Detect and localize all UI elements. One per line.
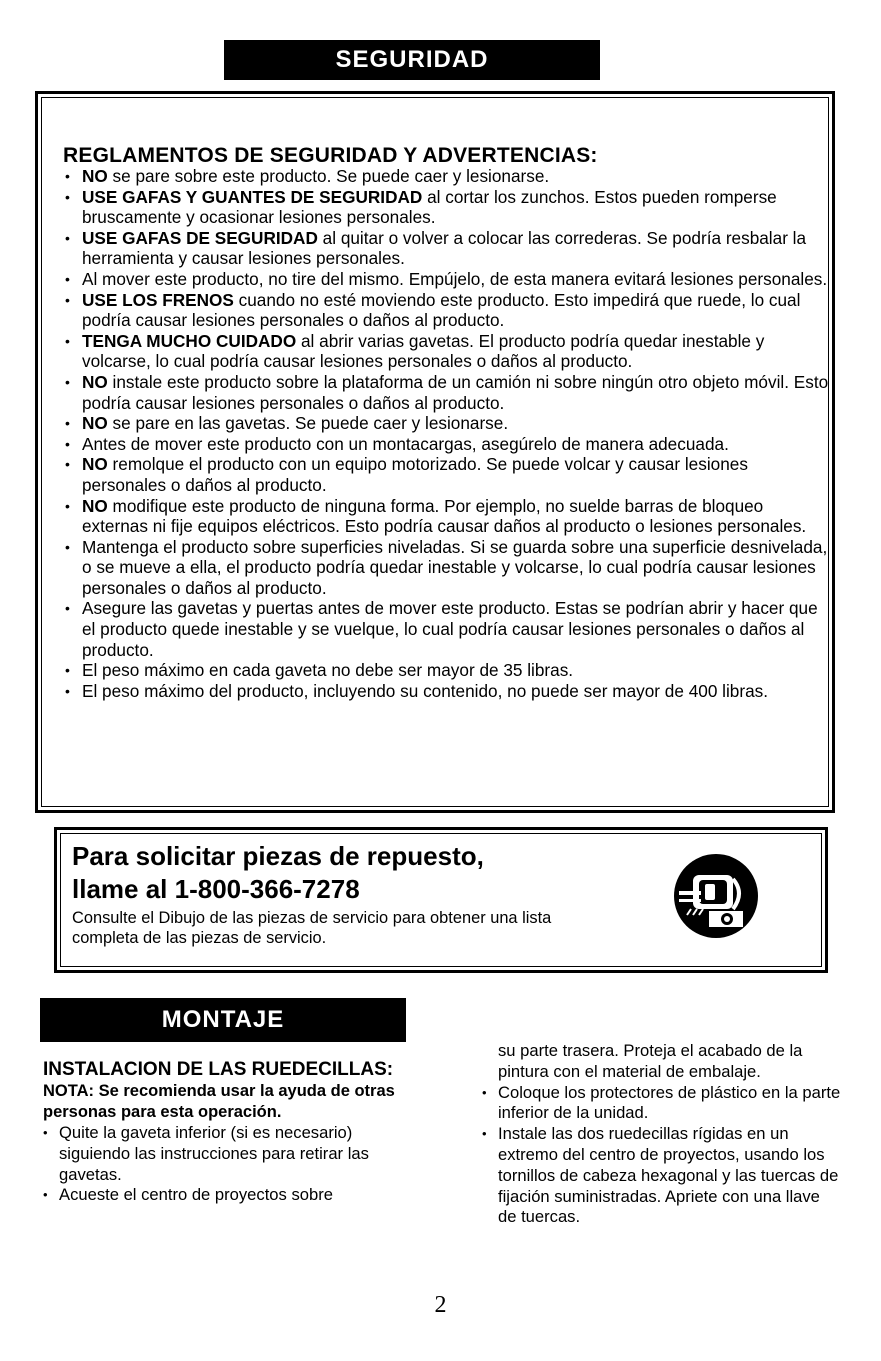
safety-item (63, 413, 833, 434)
safety-item (63, 269, 833, 290)
safety-item (63, 454, 833, 495)
safety-item (63, 496, 833, 537)
safety-item-emphasis: NO (82, 166, 108, 186)
safety-item-text: al cortar los zunchos. Estos pueden romperse bruscamente y ocasionar lesiones personales. (82, 186, 777, 228)
parts-description: Consulte el Dibujo de las piezas de servicio para obtener una lista completa de las piezas de servicio. (72, 909, 552, 947)
safety-item-emphasis: NO (82, 495, 108, 516)
parts-phone: llame al 1-800-366-7278 (72, 874, 360, 904)
safety-item (63, 166, 833, 187)
safety-item-text: al abrir varias gavetas. El producto podría quedar inestable y volcarse, lo cual podría causar lesiones personales o daños al producto. (82, 330, 765, 372)
assembly-note: NOTA: Se recomienda usar la ayuda de otras personas para esta operación. (43, 1082, 395, 1121)
assembly-left-column (43, 1058, 403, 1206)
safety-item-text: Asegure las gavetas y puertas antes de mover este producto. Estas se podrían abrir y hacer que el producto quede inestable y se vuelque, lo cual podría causar lesiones personales o daños al producto. (82, 598, 818, 660)
safety-item-text: se pare en las gavetas. Se puede caer y lesionarse. (107, 413, 509, 434)
safety-item (63, 331, 833, 372)
safety-item (63, 681, 833, 702)
install-heading: INSTALACION DE LAS RUEDECILLAS: (43, 1059, 394, 1080)
safety-item-text: instale este producto sobre la plataforma de un camión ni sobre ningún otro objeto móvil. Esto podría causar lesiones personales o daños al producto. (82, 371, 829, 413)
safety-item-text: remolque el producto con un equipo motorizado. Se puede volcar y causar lesiones personales o daños al producto. (82, 454, 748, 495)
safety-item-text: cuando no esté moviendo este producto. Esto impedirá que ruede, lo cual podría causar lesiones personales o daños al producto. (82, 289, 801, 331)
safety-item (63, 228, 833, 269)
step-continuation: su parte trasera. Proteja el acabado de la pintura con el material de embalaje. (498, 1041, 803, 1081)
phone-service-icon (673, 853, 759, 939)
safety-item (63, 537, 833, 599)
safety-item-text: Al mover este producto, no tire del mismo. Empújelo, de esta manera evitará lesiones personales. (82, 268, 828, 289)
safety-item (63, 598, 833, 660)
safety-title: REGLAMENTOS DE SEGURIDAD Y ADVERTENCIAS: (63, 144, 598, 167)
safety-item-emphasis: NO (82, 371, 108, 392)
safety-item (63, 434, 833, 455)
safety-item (63, 187, 833, 228)
safety-item (63, 372, 833, 413)
assembly-step: • Acueste el centro de proyectos sobre (43, 1185, 403, 1206)
assembly-step: • Instale las dos ruedecillas rígidas en un extremo del centro de proyectos, usando los tornillos de cabeza hexagonal y las tuercas de fijación suministradas. Apriete con una llave de tuercas. (482, 1124, 842, 1228)
page-number: 2 (434, 1292, 447, 1318)
safety-item-emphasis: TENGA MUCHO CUIDADO (82, 330, 297, 351)
assembly-right-column (482, 1041, 842, 1228)
seguridad-banner: SEGURIDAD (224, 40, 600, 80)
safety-item-emphasis: USE GAFAS DE SEGURIDAD (82, 227, 318, 248)
right-step-list (482, 1083, 842, 1229)
safety-item-emphasis: USE GAFAS Y GUANTES DE SEGURIDAD (82, 186, 423, 207)
safety-item-text: modifique este producto de ninguna forma. Por ejemplo, no suelde barras de bloqueo externas ni fije equipos eléctricos. Esto podría causar daños al producto o lesiones personales. (82, 495, 807, 537)
safety-item-emphasis: USE LOS FRENOS (82, 289, 234, 310)
safety-item-text: El peso máximo del producto, incluyendo su contenido, no puede ser mayor de 400 libras. (82, 680, 768, 701)
safety-item-text: El peso máximo en cada gaveta no debe ser mayor de 35 libras. (82, 660, 574, 681)
assembly-step: • Quite la gaveta inferior (si es necesario) siguiendo las instrucciones para retirar las gavetas. (43, 1123, 403, 1185)
safety-item (63, 660, 833, 681)
safety-item-text: al quitar o volver a colocar las correderas. Se podría resbalar la herramienta y causar lesiones personales. (82, 227, 807, 269)
safety-item-text: Antes de mover este producto con un montacargas, asegúrelo de manera adecuada. (82, 433, 729, 454)
safety-item-emphasis: NO (82, 413, 108, 434)
montaje-banner: MONTAJE (40, 998, 406, 1042)
left-step-list (43, 1123, 403, 1206)
safety-item-emphasis: NO (82, 454, 108, 475)
assembly-step: • Coloque los protectores de plástico en la parte inferior de la unidad. (482, 1083, 842, 1125)
safety-item-text: Mantenga el producto sobre superficies niveladas. Si se guarda sobre una superficie desnivelada, o se mueve a ella, el producto podría quedar inestable y volcarse, lo cual podría causar lesiones personales o daños al producto. (82, 536, 828, 598)
safety-list (63, 166, 833, 701)
safety-item-text: se pare sobre este producto. Se puede caer y lesionarse. (107, 166, 550, 186)
safety-item (63, 290, 833, 331)
parts-title: Para solicitar piezas de repuesto, (72, 841, 484, 871)
